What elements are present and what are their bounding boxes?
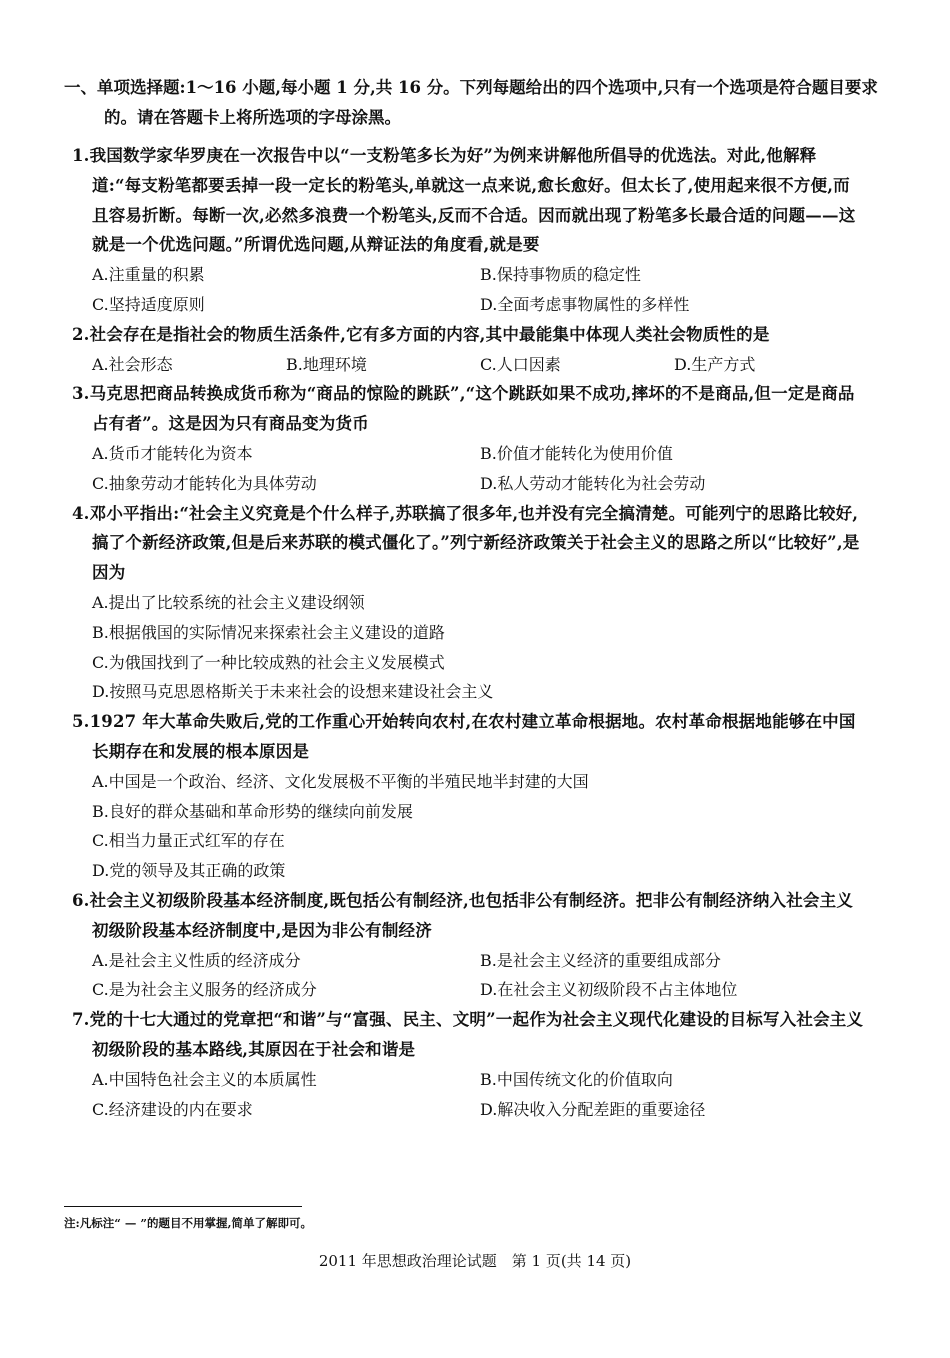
option-d: D.党的领导及其正确的政策 [92,861,286,881]
option-a: A.货币才能转化为资本 [92,443,253,463]
option-grid [72,439,864,499]
question-stem: 2.社会存在是指社会的物质生活条件,它有多方面的内容,其中最能集中体现人类社会物质性的是 [72,324,770,344]
option-grid [72,350,864,380]
option-c: C.抽象劳动才能转化为具体劳动 [92,473,317,493]
question-stem: 3.马克思把商品转换成货币称为“商品的惊险的跳跃”,“这个跳跃如果不成功,摔坏的不是商品,但一定是商品占有者”。这是因为只有商品变为货币 [72,384,855,434]
option-a: A.社会形态 [92,354,173,374]
option-grid [72,946,864,1006]
option-a: A.提出了比较系统的社会主义建设纲领 [92,592,365,612]
question-3 [72,379,864,498]
option-a: A.中国是一个政治、经济、文化发展极不平衡的半殖民地半封建的大国 [92,771,589,791]
question-stem: 7.党的十七大通过的党章把“和谐”与“富强、民主、文明”一起作为社会主义现代化建设的目标写入社会主义初级阶段的基本路线,其原因在于社会和谐是 [72,1010,864,1059]
option-b: B.是社会主义经济的重要组成部分 [480,950,721,970]
option-d: D.生产方式 [674,354,756,374]
option-b: B.良好的群众基础和革命形势的继续向前发展 [92,801,413,821]
question-7 [72,1005,864,1124]
question-list [72,141,864,1124]
option-a: A.是社会主义性质的经济成分 [92,950,301,970]
question-stem: 4.邓小平指出:“社会主义究竟是个什么样子,苏联搞了很多年,也并没有完全搞清楚。可能列宁的思路比较好,搞了个新经济政策,但是后来苏联的模式僵化了。”列宁新经济政策关于社会主义的思路之所以“比较好”,是因为 [72,503,860,583]
option-b: B.中国传统文化的价值取向 [480,1069,673,1089]
option-b: B.价值才能转化为使用价值 [480,443,673,463]
question-stem: 6.社会主义初级阶段基本经济制度,既包括公有制经济,也包括非公有制经济。把非公有制经济纳入社会主义初级阶段基本经济制度中,是因为非公有制经济 [72,890,854,940]
option-list [72,767,864,886]
option-d: D.在社会主义初级阶段不占主体地位 [480,980,738,1000]
option-list [72,588,864,707]
option-c: C.为俄国找到了一种比较成熟的社会主义发展模式 [92,652,445,672]
question-1 [72,141,864,320]
question-stem: 5.1927 年大革命失败后,党的工作重心开始转向农村,在农村建立革命根据地。农村革命根据地能够在中国长期存在和发展的根本原因是 [72,712,856,761]
question-5 [72,707,864,886]
option-d: D.私人劳动才能转化为社会劳动 [480,473,706,493]
option-b: B.地理环境 [286,354,367,374]
question-4 [72,499,864,708]
question-2 [72,320,864,380]
option-c: C.人口因素 [480,354,561,374]
footnote-divider [64,1206,302,1207]
option-b: B.保持事物质的稳定性 [480,265,641,285]
option-a: A.注重量的积累 [92,265,205,285]
option-grid [72,1065,864,1125]
option-d: D.按照马克思恩格斯关于未来社会的设想来建设社会主义 [92,682,494,702]
section-heading: 一、单项选择题:1～16 小题,每小题 1 分,共 16 分。下列每题给出的四个选项中,只有一个选项是符合题目要求的。请在答题卡上将所选项的字母涂黑。 [64,78,878,127]
option-a: A.中国特色社会主义的本质属性 [92,1069,317,1089]
option-d: D.全面考虑事物属性的多样性 [480,294,690,314]
option-c: C.坚持适度原则 [92,294,205,314]
option-b: B.根据俄国的实际情况来探索社会主义建设的道路 [92,622,445,642]
page-footer: 2011 年思想政治理论试题 第 1 页(共 14 页) [318,1252,632,1270]
option-c: C.经济建设的内在要求 [92,1099,253,1119]
question-6 [72,886,864,1005]
question-stem: 1.我国数学家华罗庚在一次报告中以“一支粉笔多长为好”为例来讲解他所倡导的优选法。对此,他解释道:“每支粉笔都要丢掉一段一定长的粉笔头,单就这一点来说,愈长愈好。但太长了,使用起来很不方便,而且容易折断。每断一次,必然多浪费一个粉笔头,反而不合适。因而就出现了粉笔多长最合适的问题——这就是一个优选问题。”所谓优选问题,从辩证法的角度看,就是要 [72,146,856,255]
footnote: 注:凡标注“ — ”的题目不用掌握,简单了解即可。 [64,1216,312,1230]
option-grid [72,260,864,320]
option-c: C.相当力量正式红军的存在 [92,831,285,851]
option-d: D.解决收入分配差距的重要途径 [480,1099,706,1119]
option-c: C.是为社会主义服务的经济成分 [92,980,317,1000]
